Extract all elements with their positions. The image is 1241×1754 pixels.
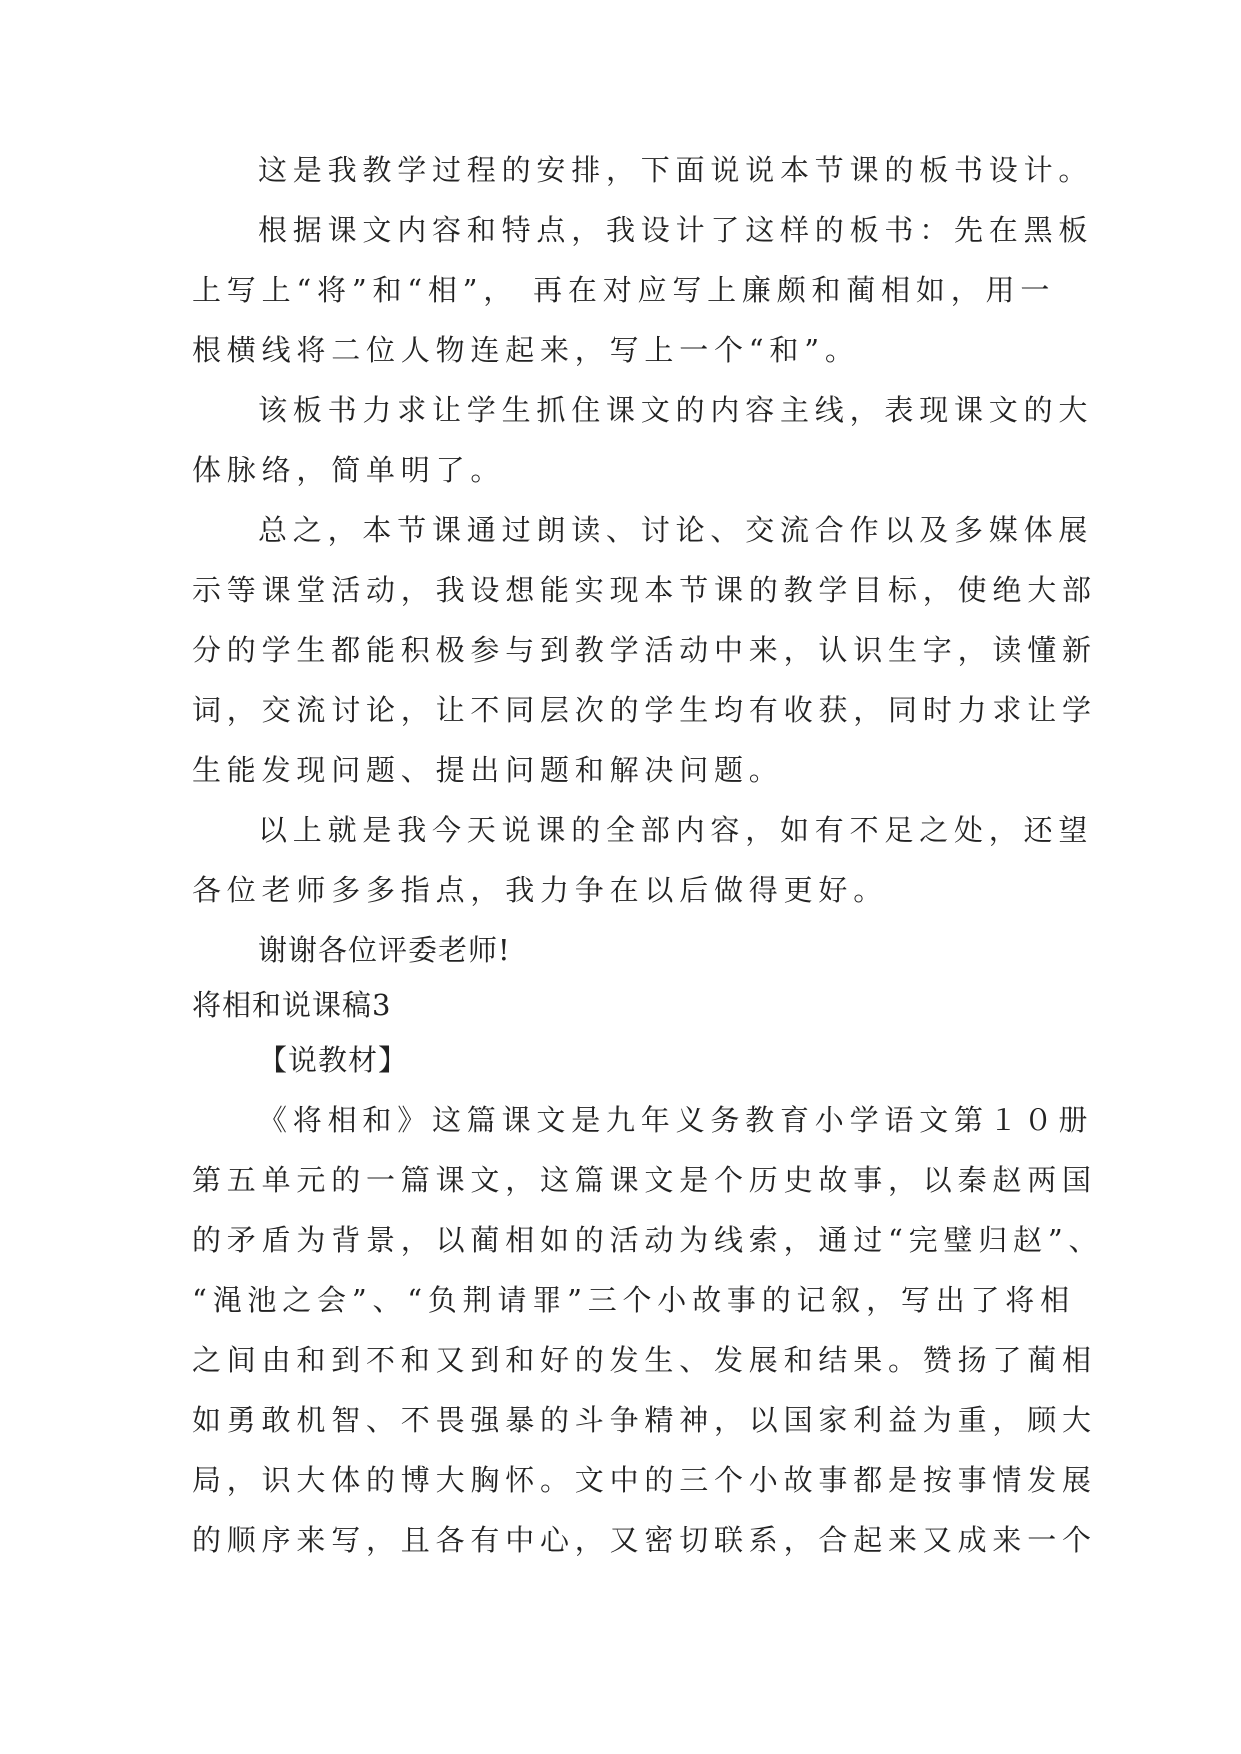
paragraph-line: 这是我教学过程的安排，下面说说本节课的板书设计。 xyxy=(258,153,1094,187)
paragraph-line: “渑池之会”、“负荆请罪”三个小故事的记叙，写出了将相 xyxy=(192,1283,1075,1317)
paragraph-line: 根据课文内容和特点，我设计了这样的板书：先在黑板 xyxy=(258,213,1094,247)
paragraph-line: 之间由和到不和又到和好的发生、发展和结果。赞扬了蔺相 xyxy=(192,1343,1097,1377)
section-title: 将相和说课稿3 xyxy=(192,988,392,1022)
paragraph-line: 的顺序来写，且各有中心，又密切联系，合起来又成来一个 xyxy=(192,1523,1097,1557)
paragraph-line: 如勇敢机智、不畏强暴的斗争精神，以国家利益为重，顾大 xyxy=(192,1403,1097,1437)
paragraph-line: 第五单元的一篇课文，这篇课文是个历史故事，以秦赵两国 xyxy=(192,1163,1097,1197)
paragraph-line: 词，交流讨论，让不同层次的学生均有收获，同时力求让学 xyxy=(192,693,1097,727)
paragraph-line: 分的学生都能积极参与到教学活动中来，认识生字，读懂新 xyxy=(192,633,1097,667)
paragraph-line: 各位老师多多指点，我力争在以后做得更好。 xyxy=(192,873,889,907)
paragraph-line: 体脉络，简单明了。 xyxy=(192,453,506,487)
closing-line: 谢谢各位评委老师! xyxy=(258,933,511,967)
paragraph-line: 总之，本节课通过朗读、讨论、交流合作以及多媒体展 xyxy=(258,513,1094,547)
paragraph-line: 生能发现问题、提出问题和解决问题。 xyxy=(192,753,784,787)
paragraph-line: 以上就是我今天说课的全部内容，如有不足之处，还望 xyxy=(258,813,1094,847)
paragraph-line: 的矛盾为背景，以蔺相如的活动为线索，通过“完璧归赵”、 xyxy=(192,1223,1104,1257)
paragraph-line: 局，识大体的博大胸怀。文中的三个小故事都是按事情发展 xyxy=(192,1463,1097,1497)
section-heading: 【说教材】 xyxy=(258,1043,409,1077)
paragraph-line: 该板书力求让学生抓住课文的内容主线，表现课文的大 xyxy=(258,393,1094,427)
paragraph-line: 《将相和》这篇课文是九年义务教育小学语文第１０册 xyxy=(258,1103,1094,1137)
paragraph-line: 示等课堂活动，我设想能实现本节课的教学目标，使绝大部 xyxy=(192,573,1097,607)
paragraph-line: 上写上“将”和“相”， 再在对应写上廉颇和蔺相如，用一 xyxy=(192,273,1056,307)
paragraph-line: 根横线将二位人物连起来，写上一个“和”。 xyxy=(192,333,860,367)
